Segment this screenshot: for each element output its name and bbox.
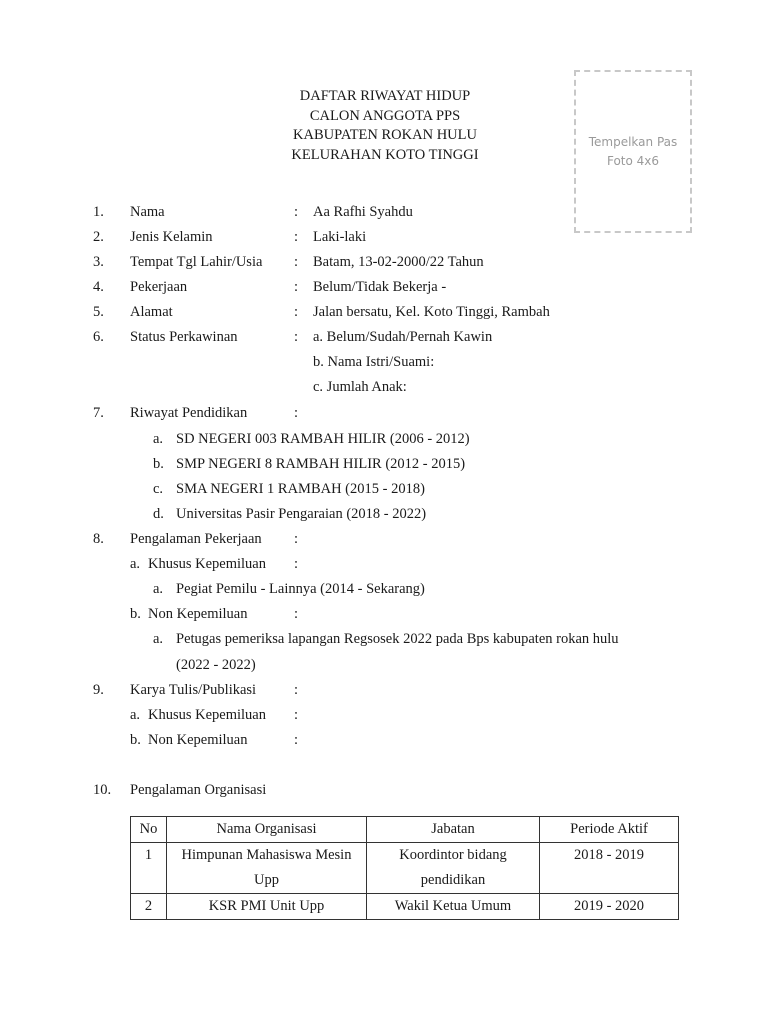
item-label-name: Nama (130, 204, 165, 220)
cell-position: Wakil Ketua Umum (367, 894, 540, 920)
list-letter: c. (153, 481, 164, 497)
work-non-election-period: (2022 - 2022) (176, 657, 256, 673)
colon: : (294, 732, 299, 748)
colon: : (294, 556, 299, 572)
document-title: DAFTAR RIWAYAT HIDUP (299, 88, 471, 104)
work-non-election-entry: Petugas pemeriksa lapangan Regsosek 2022 pada Bps kabupaten rokan hulu (176, 631, 619, 647)
photo-placeholder-line1: Tempelkan Pas (588, 134, 678, 149)
cell-organization: KSR PMI Unit Upp (167, 894, 367, 920)
list-letter: a. (153, 581, 164, 597)
item-value-occupation: Belum/Tidak Bekerja - (313, 279, 447, 295)
item-label-gender: Jenis Kelamin (130, 229, 213, 245)
item-label-address: Alamat (130, 304, 173, 320)
table-row (131, 894, 679, 920)
item-label-marital: Status Perkawinan (130, 329, 238, 345)
cell-period: 2018 - 2019 (540, 843, 679, 894)
colon: : (294, 204, 299, 220)
colon: : (294, 229, 299, 245)
cell-no: 1 (131, 843, 167, 894)
item-label-birth: Tempat Tgl Lahir/Usia (130, 254, 263, 270)
marital-children-count: c. Jumlah Anak: (313, 379, 407, 395)
village-line: KELURAHAN KOTO TINGGI (291, 147, 479, 163)
column-header-no: No (131, 817, 167, 843)
colon: : (294, 279, 299, 295)
item-number: 3. (93, 254, 104, 270)
organization-label: Pengalaman Organisasi (130, 782, 267, 798)
list-letter: b. (130, 732, 141, 748)
item-value-birth: Batam, 13-02-2000/22 Tahun (313, 254, 484, 270)
marital-spouse-name: b. Nama Istri/Suami: (313, 354, 435, 370)
photo-placeholder-line2: Foto 4x6 (606, 153, 660, 168)
cell-position-line2: pendidikan (420, 872, 486, 888)
item-number: 5. (93, 304, 104, 320)
work-label: Pengalaman Pekerjaan (130, 531, 262, 547)
item-number: 8. (93, 531, 104, 547)
item-number: 2. (93, 229, 104, 245)
education-entry: SD NEGERI 003 RAMBAH HILIR (2006 - 2012) (176, 431, 470, 447)
work-election-entry: Pegiat Pemilu - Lainnya (2014 - Sekarang) (176, 581, 425, 597)
education-entry: SMA NEGERI 1 RAMBAH (2015 - 2018) (176, 481, 425, 497)
cell-position (367, 843, 540, 894)
item-number: 4. (93, 279, 104, 295)
item-value-name: Aa Rafhi Syahdu (313, 204, 413, 220)
item-number: 7. (93, 405, 104, 421)
colon: : (294, 405, 299, 421)
publications-label: Karya Tulis/Publikasi (130, 682, 257, 698)
item-number: 1. (93, 204, 104, 220)
cell-position-line1: Koordintor bidang (399, 847, 507, 863)
colon: : (294, 531, 299, 547)
item-value-gender: Laki-laki (313, 229, 367, 245)
list-letter: b. (130, 606, 141, 622)
organization-table (130, 816, 679, 920)
column-header-position: Jabatan (367, 817, 540, 843)
list-letter: a. (130, 556, 141, 572)
colon: : (294, 606, 299, 622)
table-row (131, 843, 679, 894)
colon: : (294, 254, 299, 270)
cell-organization-line1: Himpunan Mahasiswa Mesin (181, 847, 352, 863)
colon: : (294, 329, 299, 345)
cell-no: 2 (131, 894, 167, 920)
list-letter: b. (153, 456, 164, 472)
cell-period: 2019 - 2020 (540, 894, 679, 920)
photo-placeholder (574, 70, 692, 233)
column-header-organization: Nama Organisasi (167, 817, 367, 843)
education-label: Riwayat Pendidikan (130, 405, 248, 421)
column-header-period: Periode Aktif (540, 817, 679, 843)
regency-line: KABUPATEN ROKAN HULU (293, 127, 477, 143)
list-letter: a. (130, 707, 141, 723)
cell-organization (167, 843, 367, 894)
colon: : (294, 707, 299, 723)
publications-non-election-label: Non Kepemiluan (148, 732, 248, 748)
education-entry: Universitas Pasir Pengaraian (2018 - 2022) (176, 506, 427, 522)
item-number: 10. (93, 782, 112, 798)
work-election-label: Khusus Kepemiluan (148, 556, 266, 572)
item-value-address: Jalan bersatu, Kel. Koto Tinggi, Rambah (313, 304, 550, 320)
table-header-row (131, 817, 679, 843)
list-letter: a. (153, 431, 164, 447)
item-number: 9. (93, 682, 104, 698)
publications-election-label: Khusus Kepemiluan (148, 707, 266, 723)
item-number: 6. (93, 329, 104, 345)
list-letter: d. (153, 506, 164, 522)
item-label-occupation: Pekerjaan (130, 279, 188, 295)
cell-organization-line2: Upp (254, 872, 279, 888)
colon: : (294, 304, 299, 320)
education-entry: SMP NEGERI 8 RAMBAH HILIR (2012 - 2015) (176, 456, 466, 472)
item-value-marital: a. Belum/Sudah/Pernah Kawin (313, 329, 493, 345)
colon: : (294, 682, 299, 698)
document-subtitle: CALON ANGGOTA PPS (309, 108, 461, 124)
work-non-election-label: Non Kepemiluan (148, 606, 248, 622)
list-letter: a. (153, 631, 164, 647)
